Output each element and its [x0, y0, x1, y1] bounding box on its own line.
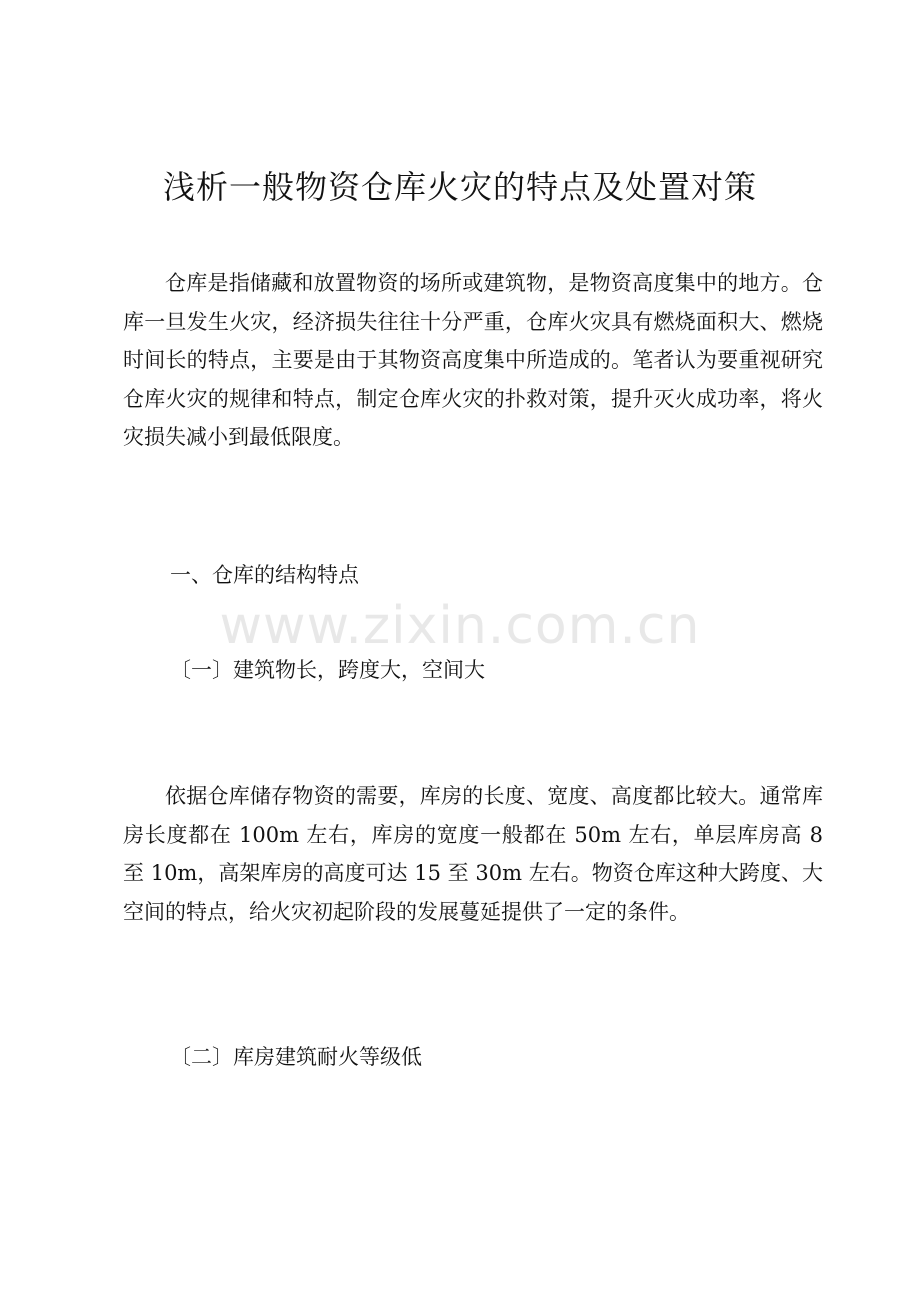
intro-paragraph: 仓库是指储藏和放置物资的场所或建筑物，是物资高度集中的地方。仓库一旦发生火灾，经济损失往往十分严重，仓库火灾具有燃烧面积大、燃烧时间长的特点，主要是由于其物资高度集中所造成的。笔者认为要重视研究仓库火灾的规律和特点，制定仓库火灾的扑救对策，提升灭火成功率，将火灾损失减小到最低限度。: [123, 271, 823, 449]
document-title: 浅析一般物资仓库火灾的特点及处置对策: [162, 168, 757, 206]
section-heading-1: 一、仓库的结构特点: [170, 563, 359, 587]
subsection-heading-2: 〔二〕库房建筑耐火等级低: [170, 1045, 422, 1069]
subsection-1-paragraph: 依据仓库储存物资的需要，库房的长度、宽度、高度都比较大。通常库房长度都在 100m 左右，库房的宽度一般都在 50m 左右，单层库房高 8 至 10m，高架库房的高度可达 15 至 30m 左右。物资仓库这种大跨度、大空间的特点，给火灾初起阶段的发展蔓延提供了一定的条件。: [123, 784, 823, 924]
watermark: www.zixin.com.cn: [219, 596, 701, 656]
subsection-heading-1: 〔一〕建筑物长，跨度大，空间大: [170, 658, 485, 682]
